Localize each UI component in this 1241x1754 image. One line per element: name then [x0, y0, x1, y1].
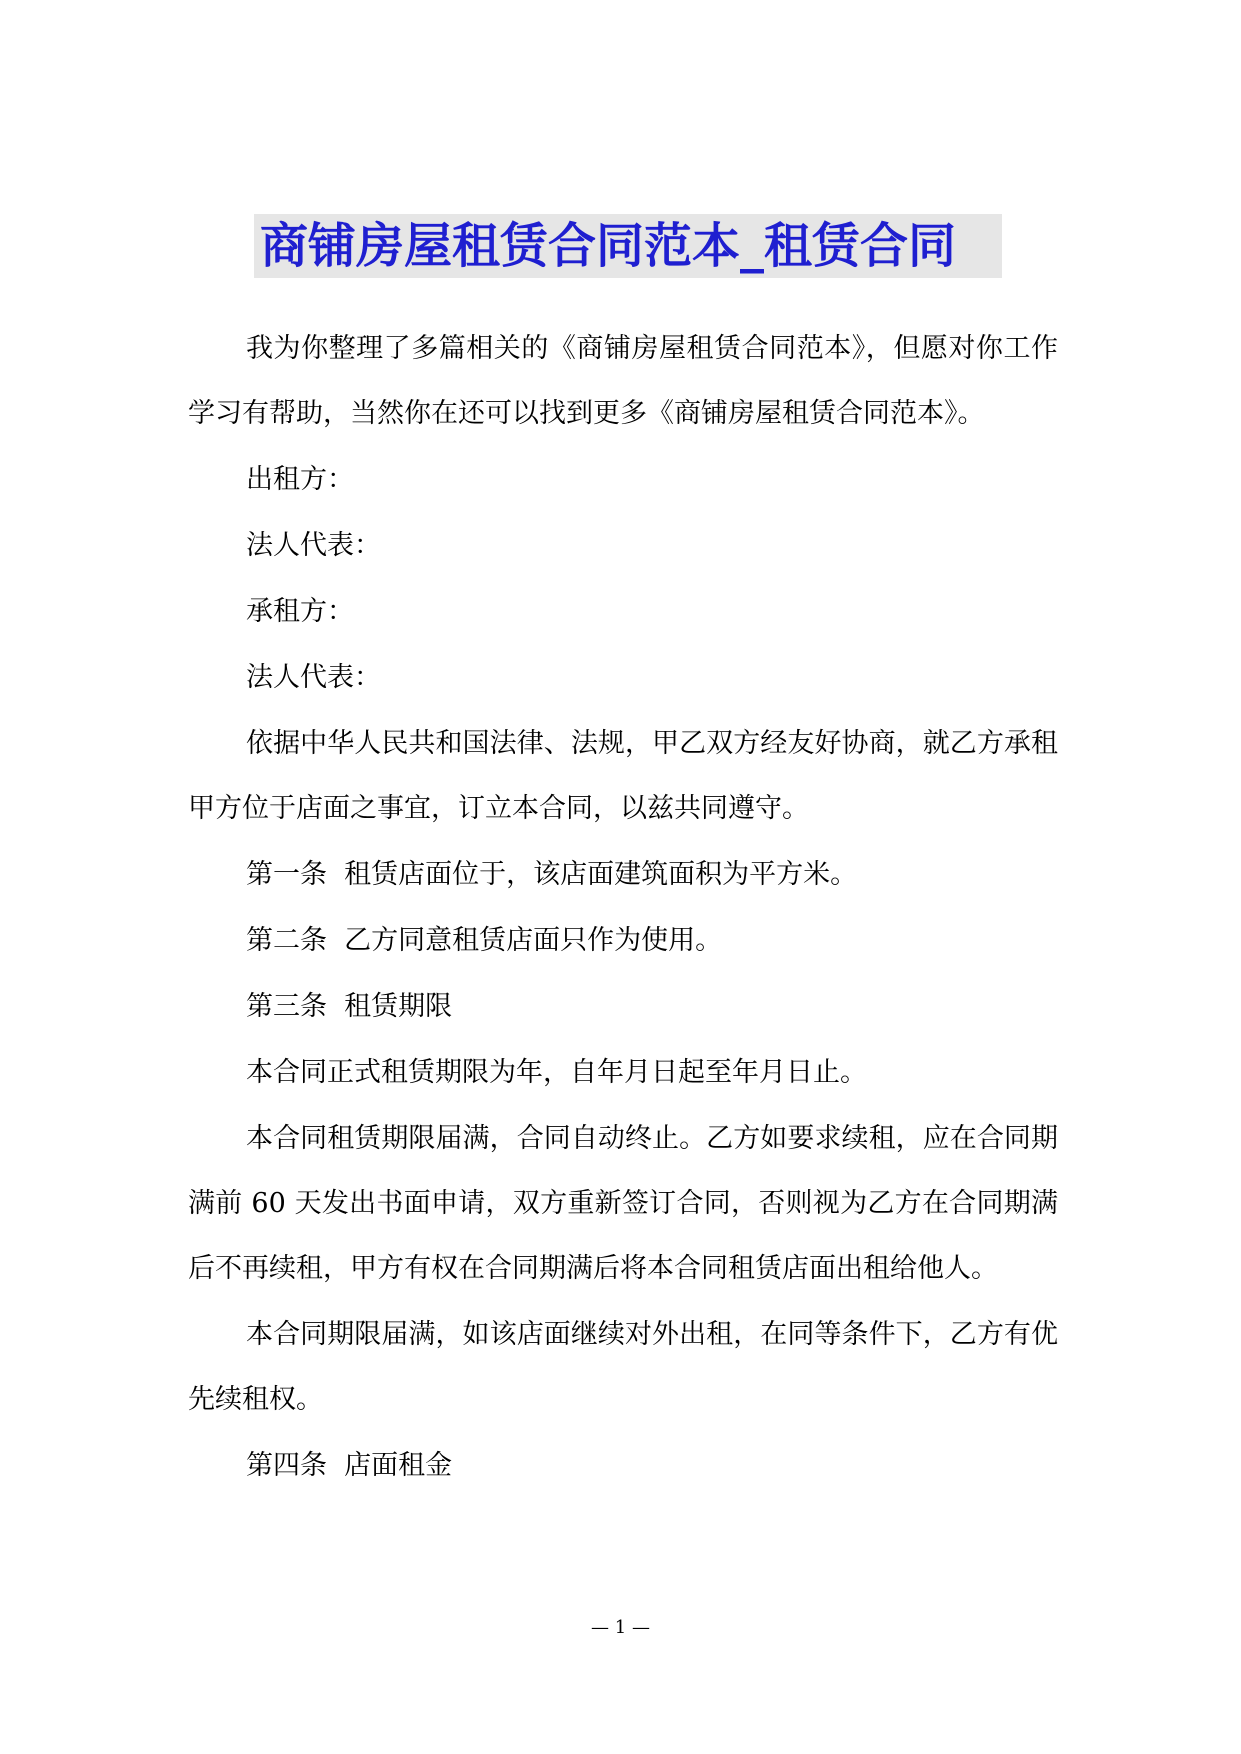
paragraph-article-4-heading: 第四条 店面租金: [246, 1450, 453, 1481]
paragraph-lessor: 出租方：: [246, 464, 354, 495]
paragraph-lessor-legal-rep: 法人代表：: [246, 530, 381, 561]
title-highlight: [254, 214, 1002, 278]
page-number: — 1 —: [591, 1617, 650, 1638]
document-body: [188, 316, 1058, 1499]
paragraph-preamble: 依据中华人民共和国法律、法规，甲乙双方经友好协商，就乙方承租甲方位于店面之事宜，订立本合同，以兹共同遵守。: [188, 728, 1058, 824]
document-title: 商铺房屋租赁合同范本_租赁合同: [260, 218, 957, 274]
paragraph-priority-renewal: 本合同期限届满，如该店面继续对外出租，在同等条件下，乙方有优先续租权。: [188, 1319, 1058, 1415]
paragraph-lessee-legal-rep: 法人代表：: [246, 662, 381, 693]
paragraph-lease-renewal: 本合同租赁期限届满，合同自动终止。乙方如要求续租，应在合同期满前 60 天发出书面申请，双方重新签订合同，否则视为乙方在合同期满后不再续租，甲方有权在合同期满后将本合同租赁店面出租给他人。: [188, 1123, 1058, 1284]
paragraph-lease-term: 本合同正式租赁期限为年，自年月日起至年月日止。: [246, 1057, 867, 1088]
paragraph-article-3-heading: 第三条 租赁期限: [246, 991, 453, 1022]
paragraph-article-2: 第二条 乙方同意租赁店面只作为使用。: [246, 925, 723, 956]
paragraph-intro: 我为你整理了多篇相关的《商铺房屋租赁合同范本》，但愿对你工作学习有帮助，当然你在还可以找到更多《商铺房屋租赁合同范本》。: [188, 333, 1058, 429]
paragraph-lessee: 承租方：: [246, 596, 354, 627]
paragraph-article-1: 第一条 租赁店面位于，该店面建筑面积为平方米。: [246, 859, 858, 890]
